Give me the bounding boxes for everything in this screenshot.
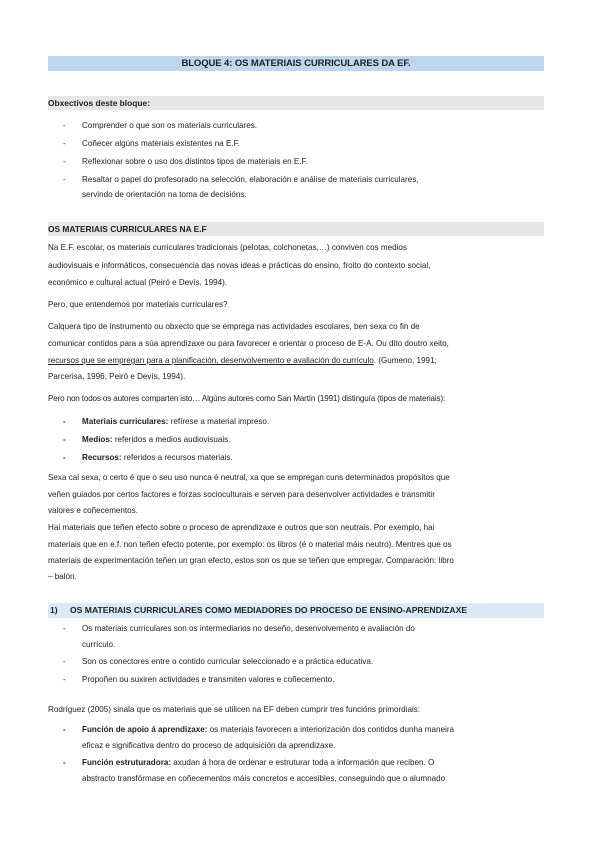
list-dash: - bbox=[63, 157, 66, 166]
list-dash: - bbox=[63, 675, 66, 684]
function-item-continued: abstracto transfórmase en coñecementos máis concretos e accesibles, conseguindo que o alumnado bbox=[82, 774, 446, 783]
function-item-continued: eficaz e significativa dentro do proceso de adquisición da aprendizaxe. bbox=[82, 741, 336, 750]
objective-item: Coñecer algúns materiais existentes na E.F. bbox=[82, 139, 240, 148]
section-heading bbox=[48, 603, 544, 618]
paragraph-line: valores e coñecementos. bbox=[48, 506, 138, 515]
type-desc: referidos a recursos materiais. bbox=[121, 453, 233, 462]
objective-item: Comprender o que son os materiais curriculares. bbox=[82, 121, 257, 130]
paragraph-line: Sexa cal sexa, o certo é que o seu uso nunca é neutral, xa que se empregan cuns determinados propósitos que bbox=[48, 473, 450, 482]
page-title: BLOQUE 4: OS MATERIAIS CURRICULARES DA EF. bbox=[48, 56, 544, 71]
function-desc: os materiais favorecen a interiorización dos contidos dunha maneira bbox=[207, 725, 455, 734]
function-item bbox=[82, 722, 544, 738]
list-dash: - bbox=[63, 435, 66, 444]
list-dash: - bbox=[63, 624, 66, 633]
objectives-heading: Obxectivos deste bloque: bbox=[48, 96, 544, 110]
paragraph-line bbox=[48, 353, 544, 369]
type-desc: refírese a material impreso. bbox=[168, 417, 270, 426]
section-number: 1) bbox=[50, 605, 58, 615]
list-dash: - bbox=[63, 725, 66, 734]
objective-item: Resaltar o papel do profesorado na selección, elaboración e análise de materiais curriculares, bbox=[82, 175, 419, 184]
list-dash: - bbox=[63, 417, 66, 426]
paragraph-question: Pero, que entendemos por materiais curriculares? bbox=[48, 300, 228, 309]
paragraph-line: económico e cultural actual (Peiró e Devís, 1994). bbox=[48, 278, 228, 287]
underlined-definition: recursos que se empregan para a planificación, desenvolvemento e avaliación do currículo bbox=[48, 356, 374, 365]
type-term: Recursos: bbox=[82, 453, 122, 462]
paragraph-line: Na E.F. escolar, os materiais curriculares tradicionais (pelotas, colchonetas,…) conviven cos medios bbox=[48, 243, 407, 252]
objective-item: Reflexionar sobre o uso dos distintos tipos de materiais en E.F. bbox=[82, 157, 308, 166]
function-term: Función de apoio á aprendizaxe: bbox=[82, 725, 208, 734]
paragraph-line: Rodríguez (2005) sinala que os materiais que se utilicen na EF deben cumprir tres funcións primordiais: bbox=[48, 705, 421, 714]
section-heading: OS MATERIAIS CURRICULARES NA E.F bbox=[48, 222, 544, 236]
mediator-item-continued: currículo. bbox=[82, 640, 116, 649]
function-item bbox=[82, 755, 544, 771]
list-dash: - bbox=[63, 121, 66, 130]
paragraph-line: comunicar contidos para a súa aprendizaxe ou para favorecer e orientar o proceso de E-A. Ou dito doutro xeito, bbox=[48, 339, 449, 348]
list-dash: - bbox=[63, 175, 66, 184]
mediator-item: Os materiais curriculares son os intermediarios no deseño, desenvolvemento e avaliación do bbox=[82, 624, 415, 633]
paragraph-line: audiovisuais e informáticos, consecuencia das novas ideas e prácticas do ensino, froito do contexto social, bbox=[48, 261, 431, 270]
function-desc: axudan á hora de ordenar e estruturar toda a información que reciben. O bbox=[171, 758, 435, 767]
list-dash: - bbox=[63, 657, 66, 666]
paragraph-line: – balón. bbox=[48, 572, 77, 581]
type-item bbox=[82, 432, 544, 448]
function-term: Función estruturadora: bbox=[82, 758, 172, 767]
list-dash: - bbox=[63, 758, 66, 767]
paragraph-line: materiais que en e.f. non teñen efecto potente, por exemplo: os libros (é o material máis neutro). Mentres que os bbox=[48, 540, 452, 549]
mediator-item: Propoñen ou suxiren actividades e transmiten valores e coñecemento. bbox=[82, 675, 335, 684]
paragraph-line: Pero non todos os autores comparten isto… Algúns autores como San Martín (1991) distinguía (tipos de materiais): bbox=[48, 394, 446, 403]
type-item bbox=[82, 450, 544, 466]
list-dash: - bbox=[63, 139, 66, 148]
paragraph-line: Hai materiais que teñen efecto sobre o proceso de aprendizaxe e outros que son neutrais. Por exemplo, hai bbox=[48, 523, 435, 532]
type-term: Materiais curriculares: bbox=[82, 417, 169, 426]
type-desc: referidos a medios audiovisuais. bbox=[112, 435, 231, 444]
section-heading-text: OS MATERIAIS CURRICULARES COMO MEDIADORES DO PROCESO DE ENSINO-APRENDIZAXE bbox=[70, 605, 468, 615]
paragraph-line: veñen guiados por certos factores e forzas socioculturais e serven para desenvolver actividades e transmitir bbox=[48, 490, 435, 499]
type-term: Medios: bbox=[82, 435, 113, 444]
list-dash: - bbox=[63, 453, 66, 462]
paragraph-line: materiais de experimentación teñen un gran efecto, estos son os que se teñen que empregar. Comparación: libro bbox=[48, 556, 454, 565]
objective-item-continued: servindo de orientación na toma de decisións. bbox=[82, 190, 247, 199]
paragraph-line: Parcerisa, 1996; Peiró e Devís, 1994). bbox=[48, 372, 186, 381]
type-item bbox=[82, 414, 544, 430]
citation: . (Gumeno, 1991; bbox=[373, 356, 437, 365]
mediator-item: Son os conectores entre o contido curricular seleccionado e a práctica educativa. bbox=[82, 657, 374, 666]
paragraph-line: Calquera tipo de instrumento ou obxecto que se emprega nas actividades escolares, ben sexa co fin de bbox=[48, 322, 420, 331]
